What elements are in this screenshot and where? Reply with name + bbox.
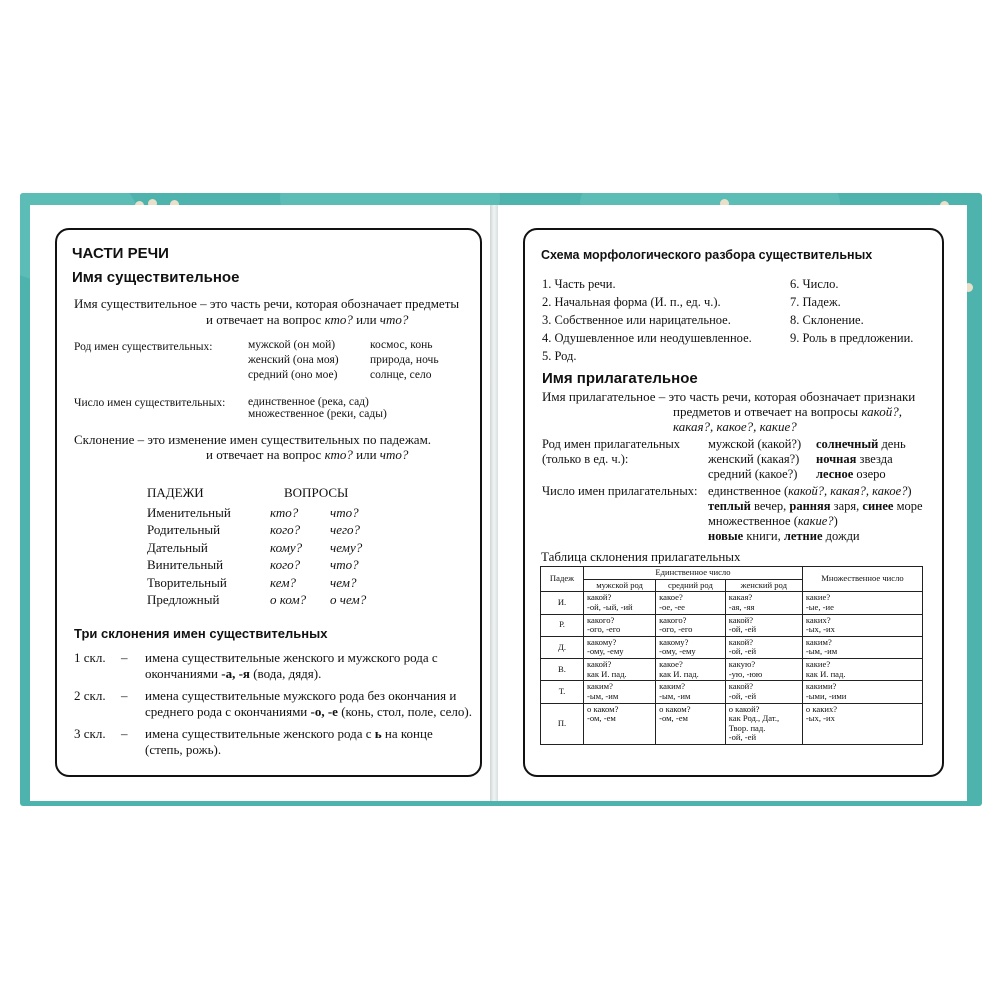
cell: какому? -ому, -ему bbox=[584, 636, 656, 658]
case-cell: П. bbox=[541, 703, 584, 745]
case-cell: Д. bbox=[541, 636, 584, 658]
gender-examples: природа, ночь bbox=[370, 354, 439, 366]
gender-type: средний (оно мое) bbox=[248, 369, 338, 381]
table-row bbox=[541, 659, 923, 681]
cell: какого? -ого, -его bbox=[584, 614, 656, 636]
scheme-item: 8. Склонение. bbox=[790, 313, 864, 327]
scheme-item: 2. Начальная форма (И. п., ед. ч.). bbox=[542, 295, 721, 309]
case-question: чему? bbox=[330, 540, 363, 555]
case-question: кого? bbox=[270, 557, 301, 572]
cell: какой? -ой, -ей bbox=[725, 636, 802, 658]
adj-number-plural: множественное (какие?) bbox=[708, 514, 838, 528]
gender-label: Род имен существительных: bbox=[74, 341, 213, 353]
questions-header: ВОПРОСЫ bbox=[284, 485, 349, 500]
case-question: о чем? bbox=[330, 592, 367, 607]
table-title: Таблица склонения прилагательных bbox=[541, 549, 741, 564]
declension-text: имена существительные женского и мужского рода с bbox=[145, 650, 438, 665]
cell: какой? -ой, -ей bbox=[725, 681, 802, 703]
declension-definition-line2: и отвечает на вопрос кто? или что? bbox=[206, 447, 409, 462]
cell: какая? -ая, -яя bbox=[725, 592, 802, 614]
scheme-item: 5. Род. bbox=[542, 349, 577, 363]
case-question: кого? bbox=[270, 522, 301, 537]
declension-table bbox=[540, 566, 923, 745]
case-question: о ком? bbox=[270, 592, 307, 607]
adj-gender-example: солнечный день bbox=[816, 437, 906, 451]
case-cell: И. bbox=[541, 592, 584, 614]
cell: какое? как И. пад. bbox=[656, 659, 726, 681]
cell: какое? -ое, -ее bbox=[656, 592, 726, 614]
number-row: множественное (реки, сады) bbox=[248, 408, 387, 420]
table-row bbox=[541, 614, 923, 636]
case-cell: В. bbox=[541, 659, 584, 681]
cell: какие? -ые, -ие bbox=[802, 592, 922, 614]
adj-gender-label: Род имен прилагательных bbox=[542, 437, 681, 451]
gender-examples: солнце, село bbox=[370, 369, 432, 381]
header-feminine: женский род bbox=[725, 579, 802, 592]
declension-text: окончаниями -а, -я (вода, дядя). bbox=[145, 666, 322, 681]
adj-gender-type: мужской (какой?) bbox=[708, 437, 802, 451]
gender-examples: космос, конь bbox=[370, 339, 433, 351]
adj-definition-line3: какая?, какое?, какие? bbox=[673, 419, 797, 434]
section-title-adjective: Имя прилагательное bbox=[542, 370, 698, 387]
header-neuter: средний род bbox=[656, 579, 726, 592]
case-name: Предложный bbox=[147, 592, 220, 607]
cell: каким? -ым, -им bbox=[802, 636, 922, 658]
adj-definition: Имя прилагательное – это часть речи, которая обозначает признаки bbox=[542, 389, 916, 404]
case-name: Дательный bbox=[147, 540, 208, 555]
dash: – bbox=[121, 726, 128, 741]
adj-gender-type: средний (какое?) bbox=[708, 467, 798, 481]
table-row bbox=[541, 703, 923, 745]
header-masculine: мужской род bbox=[584, 579, 656, 592]
table-header-row bbox=[541, 567, 923, 580]
number-row: единственное (река, сад) bbox=[248, 396, 369, 408]
cell: какими? -ыми, -ими bbox=[802, 681, 922, 703]
adj-gender-example: ночная звезда bbox=[816, 452, 893, 466]
section-title-declensions: Три склонения имен существительных bbox=[74, 626, 328, 641]
cell: какой? -ой, -ый, -ий bbox=[584, 592, 656, 614]
declension-text: среднего рода с окончаниями -о, -е (конь, стол, поле, село). bbox=[145, 704, 472, 719]
cell: каким? -ым, -им bbox=[656, 681, 726, 703]
cell: какой? как И. пад. bbox=[584, 659, 656, 681]
declension-num: 3 скл. bbox=[74, 726, 106, 741]
case-question: что? bbox=[330, 505, 359, 520]
case-question: кем? bbox=[270, 575, 296, 590]
scheme-title: Схема морфологического разбора существительных bbox=[541, 248, 873, 262]
scheme-item: 1. Часть речи. bbox=[542, 277, 616, 291]
scheme-item: 3. Собственное или нарицательное. bbox=[542, 313, 731, 327]
case-question: что? bbox=[330, 557, 359, 572]
case-question: кто? bbox=[270, 505, 299, 520]
adj-number-example: новые книги, летние дожди bbox=[708, 529, 860, 543]
adj-gender-label: (только в ед. ч.): bbox=[542, 452, 629, 466]
cell: какой? -ой, -ей bbox=[725, 614, 802, 636]
cell: о каком? -ом, -ем bbox=[584, 703, 656, 745]
case-question: чем? bbox=[330, 575, 357, 590]
scheme-item: 7. Падеж. bbox=[790, 295, 841, 309]
adj-number-example: теплый вечер, ранняя заря, синее море bbox=[708, 499, 923, 513]
header-plural: Множественное число bbox=[802, 567, 922, 592]
case-question: кому? bbox=[270, 540, 303, 555]
cell: о каких? -ых, -их bbox=[802, 703, 922, 745]
cell: о каком? -ом, -ем bbox=[656, 703, 726, 745]
section-title-noun: Имя существительное bbox=[72, 269, 240, 286]
noun-definition: Имя существительное – это часть речи, которая обозначает предметы bbox=[74, 296, 460, 311]
case-name: Винительный bbox=[147, 557, 224, 572]
table-row bbox=[541, 636, 923, 658]
cell: какие? как И. пад. bbox=[802, 659, 922, 681]
dash: – bbox=[121, 650, 128, 665]
header-case: Падеж bbox=[541, 567, 584, 592]
number-label: Число имен существительных: bbox=[74, 397, 226, 409]
noun-definition-line2: и отвечает на вопрос кто? или что? bbox=[206, 312, 409, 327]
case-cell: Р. bbox=[541, 614, 584, 636]
cases-header: ПАДЕЖИ bbox=[147, 485, 204, 500]
cell: какую? -ую, -юю bbox=[725, 659, 802, 681]
case-question: чего? bbox=[330, 522, 361, 537]
declension-text: (степь, рожь). bbox=[145, 742, 222, 757]
book-spine bbox=[490, 205, 498, 801]
scheme-item: 4. Одушевленное или неодушевленное. bbox=[542, 331, 752, 345]
adj-gender-type: женский (какая?) bbox=[708, 452, 800, 466]
cell: какому? -ому, -ему bbox=[656, 636, 726, 658]
declension-text: имена существительные мужского рода без окончания и bbox=[145, 688, 457, 703]
dash: – bbox=[121, 688, 128, 703]
case-name: Творительный bbox=[147, 575, 227, 590]
cell: о какой? как Род., Дат., Твор. пад. -ой, -ей bbox=[725, 703, 802, 745]
declension-num: 2 скл. bbox=[74, 688, 106, 703]
gender-type: женский (она моя) bbox=[248, 354, 339, 366]
adj-number-label: Число имен прилагательных: bbox=[542, 484, 698, 498]
case-name: Именительный bbox=[147, 505, 231, 520]
declension-text: имена существительные женского рода с ь на конце bbox=[145, 726, 433, 741]
table-row bbox=[541, 592, 923, 614]
scheme-item: 6. Число. bbox=[790, 277, 839, 291]
page-title: ЧАСТИ РЕЧИ bbox=[72, 245, 169, 262]
declension-num: 1 скл. bbox=[74, 650, 106, 665]
cell: каких? -ых, -их bbox=[802, 614, 922, 636]
case-name: Родительный bbox=[147, 522, 221, 537]
header-singular: Единственное число bbox=[584, 567, 803, 580]
adj-definition-line2: предметов и отвечает на вопросы какой?, bbox=[673, 404, 902, 419]
case-cell: Т. bbox=[541, 681, 584, 703]
adj-number-singular: единственное (какой?, какая?, какое?) bbox=[708, 484, 912, 498]
declension-definition: Склонение – это изменение имен существительных по падежам. bbox=[74, 432, 432, 447]
adj-gender-example: лесное озеро bbox=[816, 467, 886, 481]
cell: каким? -ым, -им bbox=[584, 681, 656, 703]
gender-type: мужской (он мой) bbox=[248, 339, 336, 351]
cell: какого? -ого, -его bbox=[656, 614, 726, 636]
table-row bbox=[541, 681, 923, 703]
scheme-item: 9. Роль в предложении. bbox=[790, 331, 914, 345]
